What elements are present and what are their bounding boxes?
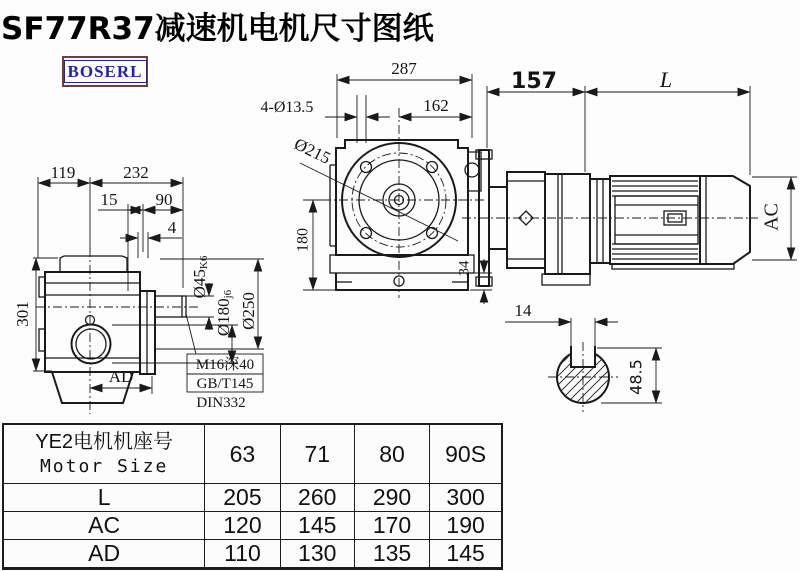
note-gb-standard: GB/T145 bbox=[196, 376, 254, 392]
table-cell: 290 bbox=[354, 484, 429, 512]
table-cell: 110 bbox=[205, 540, 280, 569]
side-view-drawing bbox=[462, 150, 758, 286]
table-cell: 170 bbox=[354, 512, 429, 540]
dim-label-bolt-holes: 4-Ø13.5 bbox=[260, 99, 314, 116]
dim-label-162: 162 bbox=[423, 96, 449, 115]
table-cell-size: 71 bbox=[280, 424, 354, 484]
note-din-standard: DIN332 bbox=[196, 395, 246, 411]
dim-label-232: 232 bbox=[123, 163, 149, 182]
dim-label-15: 15 bbox=[100, 190, 118, 209]
table-row-ad bbox=[3, 540, 502, 569]
dim-label-ac: AC bbox=[760, 203, 783, 231]
table-cell: 300 bbox=[430, 484, 502, 512]
motor-size-table bbox=[2, 423, 503, 570]
dim-label-180: 180 bbox=[294, 228, 312, 252]
table-row-label: L bbox=[3, 484, 205, 512]
table-row-l bbox=[3, 484, 502, 512]
table-cell-size: 63 bbox=[205, 424, 280, 484]
table-cell: 205 bbox=[205, 484, 280, 512]
brand-logo-text: BOSERL bbox=[67, 61, 143, 81]
spigot-dia-tolerance: j6 bbox=[221, 289, 234, 299]
table-cell: 145 bbox=[430, 540, 502, 569]
dim-label-ad: AD bbox=[108, 367, 134, 386]
dim-label-key-height: 48.5 bbox=[626, 359, 646, 395]
dim-label-flange-dia-215: Ø215 bbox=[291, 134, 334, 168]
shaft-dia-tolerance: K6 bbox=[197, 255, 210, 270]
shaft-dia-value: Ø45 bbox=[189, 269, 209, 299]
dim-label-flange-dia-250: Ø250 bbox=[238, 292, 258, 330]
dim-label-157: 157 bbox=[511, 69, 557, 94]
page-title: SF77R37减速机电机尺寸图纸 bbox=[1, 11, 434, 47]
table-cell: 260 bbox=[280, 484, 354, 512]
table-row-label: AC bbox=[3, 512, 205, 540]
table-cell-size: 90S bbox=[430, 424, 502, 484]
table-cell-size: 80 bbox=[354, 424, 429, 484]
note-thread-spec: M16深40 bbox=[195, 357, 255, 373]
table-row-label: AD bbox=[3, 540, 205, 569]
table-header-cn: YE2电机机座号 bbox=[35, 431, 174, 453]
table-cell: 190 bbox=[430, 512, 502, 540]
dim-label-key-width: 14 bbox=[514, 301, 532, 320]
table-row-ac bbox=[3, 512, 502, 540]
table-header-row bbox=[3, 424, 502, 484]
dim-label-4: 4 bbox=[167, 218, 177, 237]
dim-label-301: 301 bbox=[12, 301, 32, 327]
table-cell: 135 bbox=[354, 540, 429, 569]
dim-label-34: 34 bbox=[456, 260, 473, 276]
table-cell: 145 bbox=[280, 512, 354, 540]
spigot-dia-value: Ø180 bbox=[213, 298, 233, 337]
table-header-en: Motor Size bbox=[39, 456, 169, 477]
table-cell: 130 bbox=[280, 540, 354, 569]
dim-label-l: L bbox=[659, 67, 673, 92]
dim-label-spigot-dia bbox=[214, 289, 234, 336]
dim-label-shaft-dia bbox=[190, 255, 210, 298]
table-cell: 120 bbox=[205, 512, 280, 540]
table-header-motor-size bbox=[3, 424, 205, 484]
dim-label-119: 119 bbox=[50, 163, 76, 182]
dim-label-90: 90 bbox=[155, 190, 173, 209]
dim-label-287: 287 bbox=[391, 59, 417, 78]
